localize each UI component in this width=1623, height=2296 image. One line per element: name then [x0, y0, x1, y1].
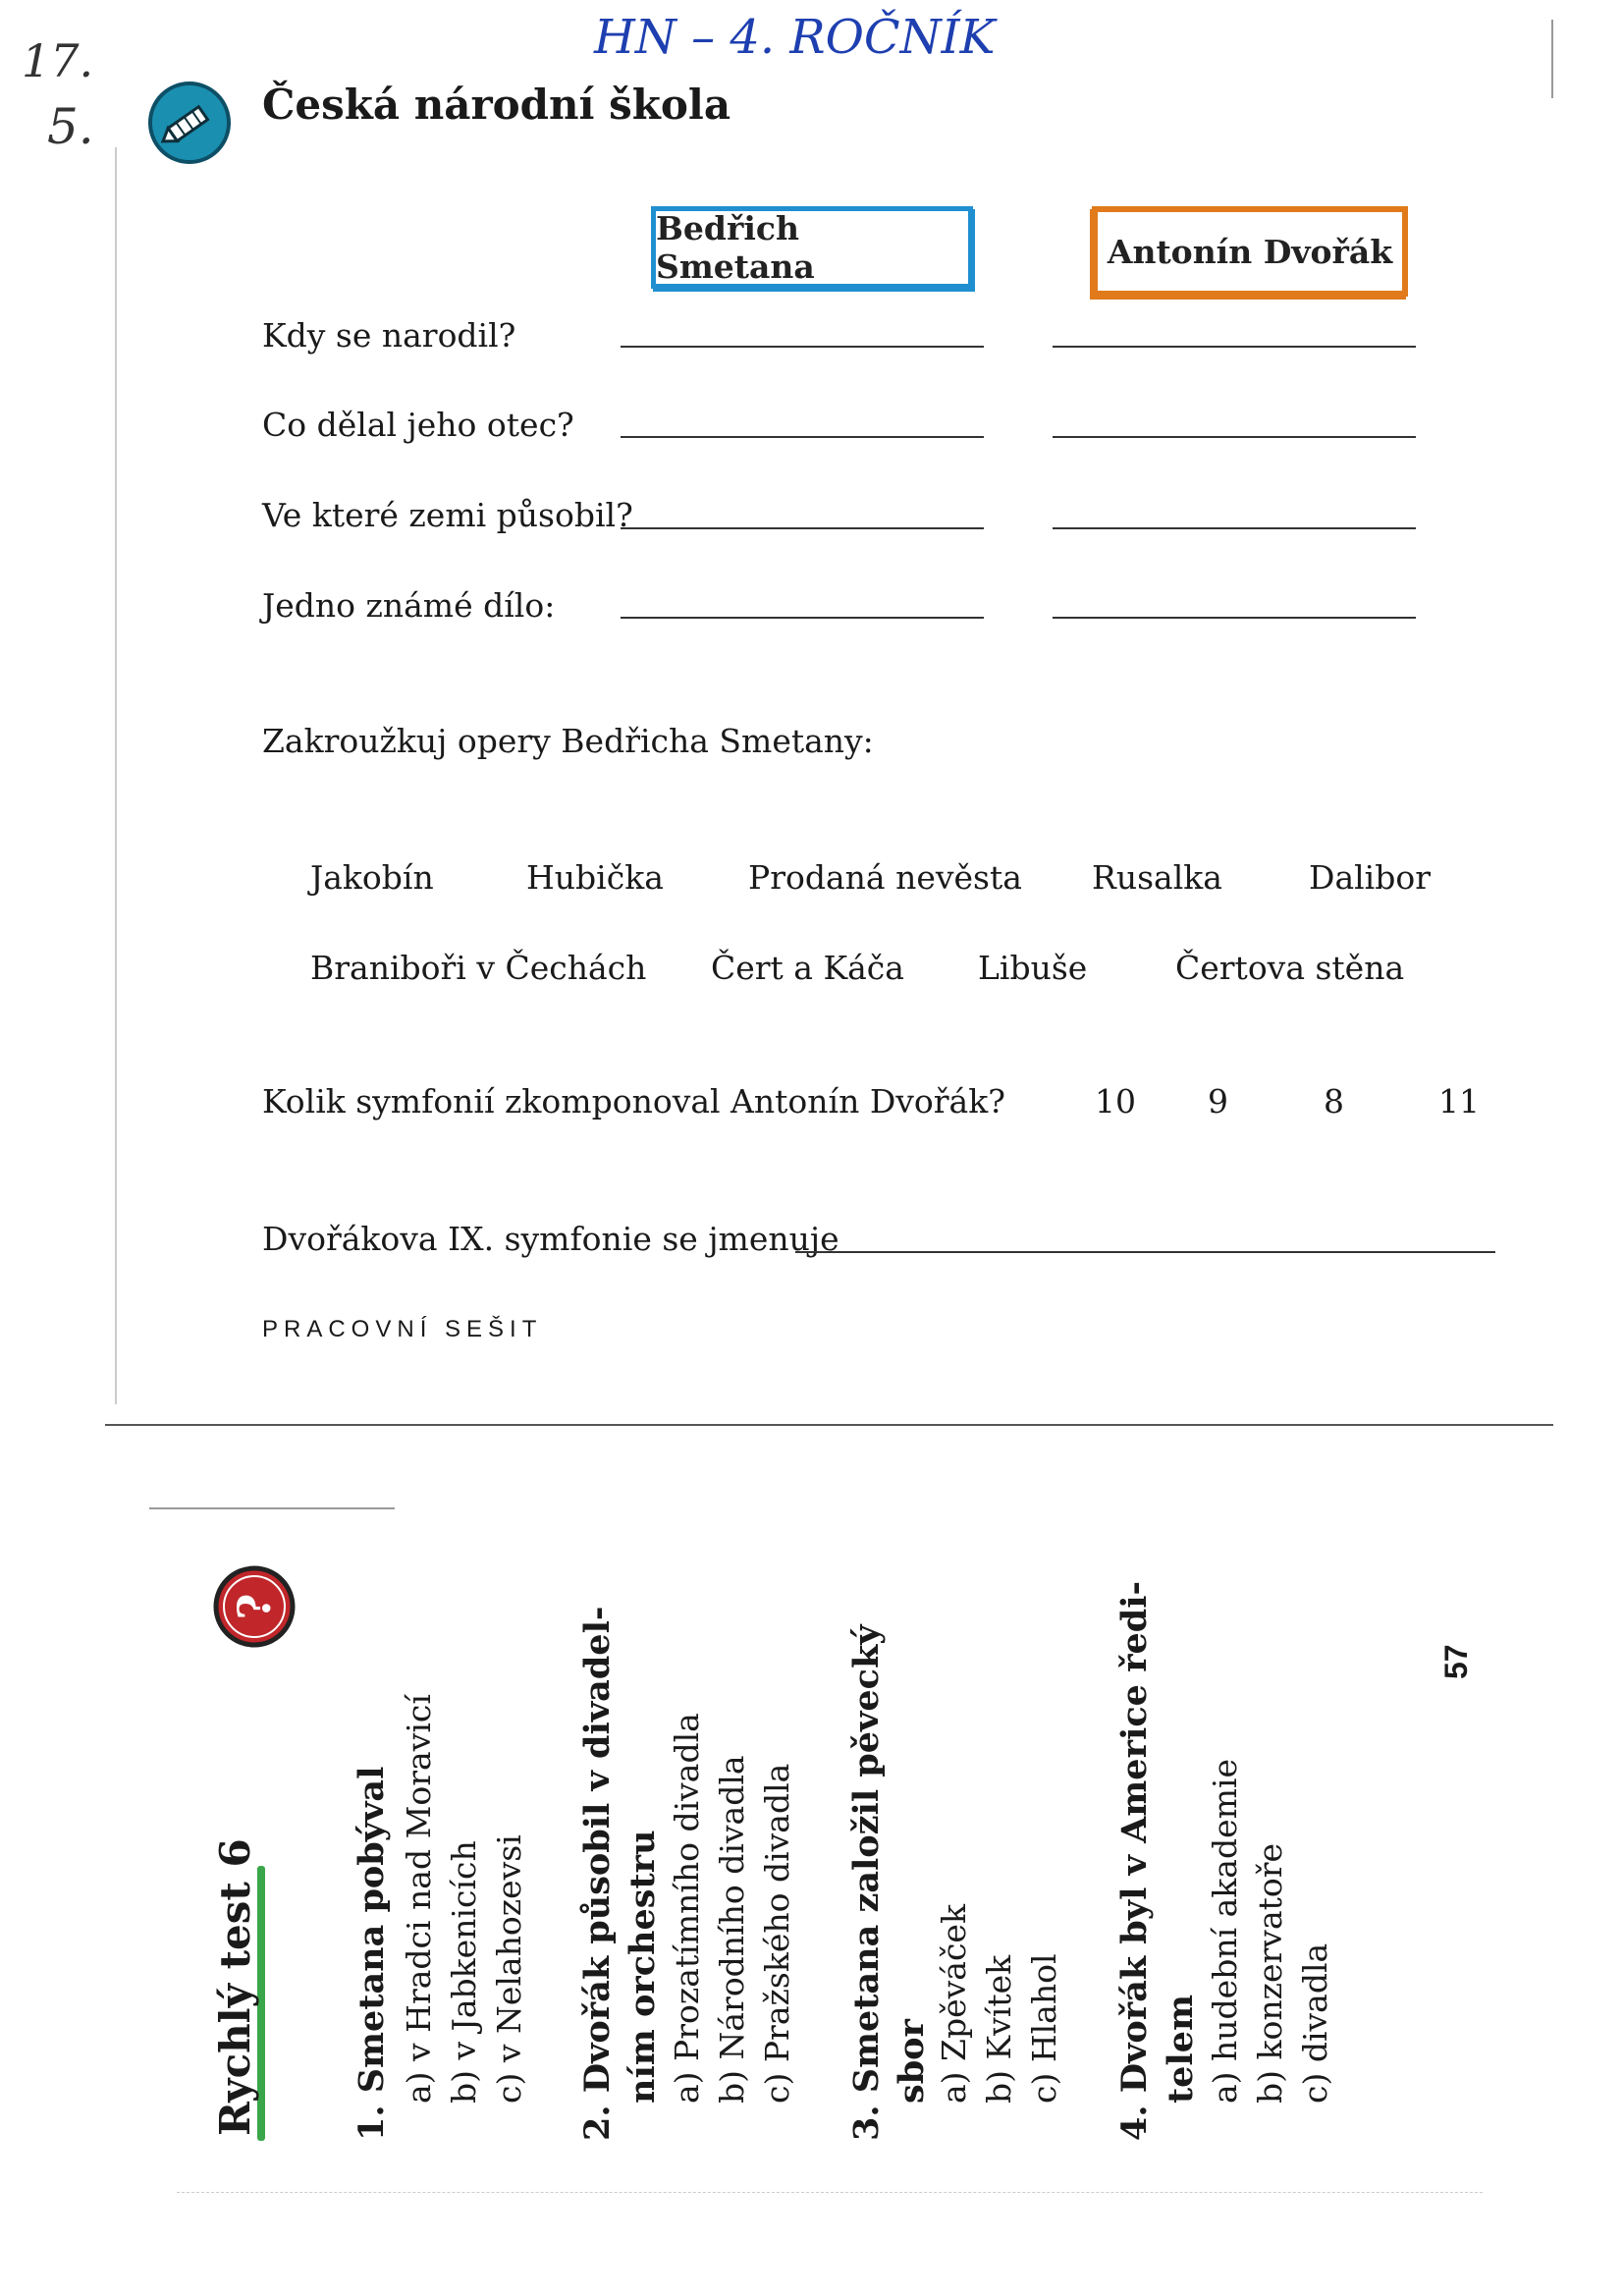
opera-option[interactable]: Jakobín [310, 858, 434, 897]
composer-box-smetana [651, 206, 973, 289]
answer-field-dvorak-country[interactable] [1053, 527, 1416, 529]
symphony-count-option[interactable]: 9 [1208, 1082, 1228, 1121]
opera-option[interactable]: Prodaná nevěsta [748, 858, 1022, 897]
answer-field-dvorak-work[interactable] [1053, 617, 1416, 619]
scan-margin-line-right [1551, 20, 1553, 98]
opera-option[interactable]: Hubička [526, 858, 664, 897]
worksheet-title: Česká národní škola [262, 81, 731, 129]
circle-operas-prompt: Zakroužkuj opery Bedřicha Smetany: [262, 722, 874, 760]
quiz-question-3-cont: sbor [892, 2019, 932, 2104]
answer-field-ninth-symphony[interactable] [795, 1251, 1495, 1253]
scan-bottom-line [177, 2192, 1483, 2193]
quiz-question-1: 1. Smetana pobýval [352, 1766, 392, 2141]
handwritten-margin-note-2: 5. [47, 98, 94, 155]
page-number-wrap [1438, 1644, 1475, 1679]
quiz-option[interactable]: a) Zpěváček [935, 1904, 973, 2104]
opera-option[interactable]: Čert a Káča [711, 949, 904, 987]
quick-test-title-wrap [211, 1838, 259, 2136]
answer-field-dvorak-born[interactable] [1053, 346, 1416, 348]
question-father: Co dělal jeho otec? [262, 406, 574, 444]
quiz-option[interactable]: b) konzervatoře [1251, 1842, 1289, 2104]
quiz-option[interactable]: a) hudební akademie [1206, 1759, 1244, 2104]
pencil-icon [147, 81, 232, 165]
ninth-symphony-prompt: Dvořákova IX. symfonie se jmenuje [262, 1220, 839, 1258]
question-born: Kdy se narodil? [262, 316, 516, 355]
composer-name-smetana: Bedřich Smetana [656, 209, 815, 286]
answer-field-dvorak-father[interactable] [1053, 436, 1416, 438]
answer-field-smetana-work[interactable] [621, 617, 984, 619]
page-number: 57 [1438, 1644, 1474, 1679]
question-country: Ve které zemi působil? [262, 496, 633, 534]
quiz-option[interactable]: c) Hlahol [1025, 1953, 1063, 2104]
handwritten-margin-note-1: 17. [22, 34, 94, 87]
quiz-option[interactable]: b) Kvítek [980, 1954, 1018, 2104]
opera-option[interactable]: Čertova stěna [1175, 949, 1405, 987]
quiz-option[interactable]: c) v Nelahozevsi [490, 1834, 528, 2104]
composer-name-dvorak: Antonín Dvořák [1107, 232, 1393, 271]
handwritten-top-note: HN – 4. ROČNÍK [594, 10, 996, 65]
quiz-question-2: 2. Dvořák působil v divadel- [577, 1606, 618, 2141]
question-work: Jedno známé dílo: [262, 586, 556, 625]
symphony-count-option[interactable]: 8 [1324, 1082, 1344, 1121]
opera-option[interactable]: Rusalka [1092, 858, 1222, 897]
short-divider [149, 1507, 395, 1509]
quiz-option[interactable]: a) v Hradci nad Moravicí [400, 1694, 438, 2104]
quiz-option[interactable]: c) divadla [1296, 1942, 1334, 2104]
answer-field-smetana-born[interactable] [621, 346, 984, 348]
cut-line [105, 1424, 1553, 1426]
question-mark-glyph: ? [228, 1593, 281, 1620]
quiz-question-2-cont: ním orchestru [622, 1830, 663, 2104]
quiz-option[interactable]: a) Prozatímního divadla [668, 1713, 706, 2104]
opera-option[interactable]: Libuše [978, 949, 1088, 987]
workbook-footer: PRACOVNÍ SEŠIT [262, 1316, 543, 1342]
symphony-count-question: Kolik symfonií zkomponoval Antonín Dvořák? [262, 1082, 1005, 1121]
quick-test-title: Rychlý test 6 [211, 1838, 259, 2136]
answer-field-smetana-father[interactable] [621, 436, 984, 438]
quiz-question-4: 4. Dvořák byl v Americe ředi- [1114, 1580, 1155, 2141]
opera-option[interactable]: Dalibor [1309, 858, 1432, 897]
symphony-count-option[interactable]: 10 [1095, 1082, 1136, 1121]
opera-option[interactable]: Braniboři v Čechách [310, 949, 647, 987]
quiz-option[interactable]: c) Pražského divadla [758, 1763, 796, 2104]
scan-margin-line-left [115, 147, 117, 1404]
quiz-question-4-cont: telem [1161, 1994, 1201, 2104]
composer-box-dvorak [1092, 206, 1408, 297]
quiz-question-3: 3. Smetana založil pěvecký [846, 1624, 887, 2141]
symphony-count-option[interactable]: 11 [1438, 1082, 1480, 1121]
question-mark-icon [211, 1563, 298, 1650]
quiz-option[interactable]: b) Národního divadla [713, 1755, 751, 2104]
quiz-option[interactable]: b) v Jabkenicích [445, 1840, 483, 2104]
answer-field-smetana-country[interactable] [621, 527, 984, 529]
